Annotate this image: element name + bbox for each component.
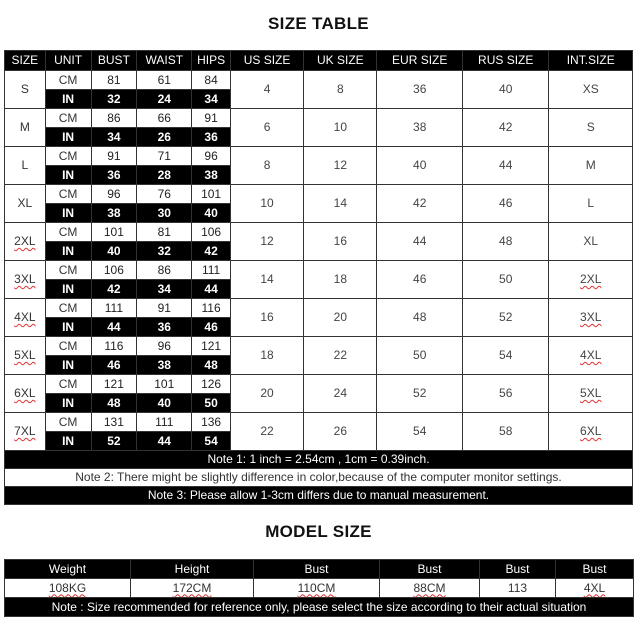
int-size-value: 6XL: [580, 424, 602, 438]
int-size-cell: [549, 299, 633, 337]
rus-size-value: 56: [499, 386, 513, 400]
inch-cell: 46: [91, 356, 137, 375]
size-table: [4, 50, 633, 505]
size-cell: [5, 185, 46, 223]
model-note-row: [5, 598, 634, 617]
int-size-cell: [549, 71, 633, 109]
model-column-header: Height: [131, 560, 254, 579]
cm-cell: 71: [137, 147, 192, 166]
eur-size-cell: [377, 109, 462, 147]
rus-size-value: 40: [499, 82, 513, 96]
cm-cell: 116: [91, 337, 137, 356]
size-label: 6XL: [14, 386, 36, 400]
cm-cell: 81: [137, 223, 192, 242]
model-value-cell: [380, 579, 480, 598]
model-size-title: MODEL SIZE: [265, 522, 372, 541]
uk-size-value: 16: [333, 234, 348, 248]
us-size-cell: [230, 109, 303, 147]
model-note: Note : Size recommended for reference only, please select the size according to their actual situation: [5, 598, 634, 617]
cm-cell: 66: [137, 109, 192, 128]
uk-size-value: 20: [333, 310, 348, 324]
uk-size-value: 14: [333, 196, 348, 210]
eur-size-value: 36: [413, 82, 427, 96]
cm-cell: 101: [192, 185, 231, 204]
uk-size-value: 24: [333, 386, 348, 400]
us-size-cell: [230, 261, 303, 299]
rus-size-value: 48: [499, 234, 513, 248]
size-cell: [5, 299, 46, 337]
inch-cell: 32: [91, 90, 137, 109]
int-size-cell: [549, 375, 633, 413]
size-label: 7XL: [14, 424, 36, 438]
note-row: [5, 487, 633, 505]
cm-cell: 111: [192, 261, 231, 280]
rus-size-cell: [462, 71, 549, 109]
cm-cell: 111: [137, 413, 192, 432]
model-value: 108KG: [48, 580, 87, 595]
us-size-cell: [230, 413, 303, 451]
eur-size-cell: [377, 147, 462, 185]
size-cell: [5, 375, 46, 413]
cm-cell: 106: [91, 261, 137, 280]
cm-cell: 121: [192, 337, 231, 356]
cm-cell: 91: [137, 299, 192, 318]
rus-size-cell: [462, 299, 549, 337]
uk-size-value: 10: [333, 120, 348, 134]
int-size-cell: [549, 147, 633, 185]
eur-size-cell: [377, 185, 462, 223]
rus-size-cell: [462, 223, 549, 261]
inch-cell: 44: [91, 318, 137, 337]
cm-cell: 81: [91, 71, 137, 90]
size-cell: [5, 413, 46, 451]
inch-cell: 36: [91, 166, 137, 185]
cm-cell: CM: [45, 185, 91, 204]
model-size-table: [4, 559, 634, 617]
eur-size-value: 40: [413, 158, 427, 172]
model-value-cell: [254, 579, 380, 598]
table-row: [5, 261, 633, 280]
cm-cell: 76: [137, 185, 192, 204]
uk-size-value: 8: [337, 82, 344, 96]
int-size-cell: [549, 413, 633, 451]
cm-cell: CM: [45, 413, 91, 432]
inch-cell: 24: [137, 90, 192, 109]
cm-cell: CM: [45, 71, 91, 90]
model-column-header: Weight: [5, 560, 131, 579]
cm-cell: 61: [137, 71, 192, 90]
int-size-cell: [549, 261, 633, 299]
inch-cell: 38: [137, 356, 192, 375]
size-cell: [5, 147, 46, 185]
inch-cell: 52: [91, 432, 137, 451]
eur-size-value: 46: [413, 272, 427, 286]
rus-size-value: 42: [499, 120, 513, 134]
column-header: UNIT: [45, 51, 91, 71]
rus-size-cell: [462, 375, 549, 413]
uk-size-cell: [304, 223, 377, 261]
cm-cell: 96: [192, 147, 231, 166]
int-size-value: 5XL: [580, 386, 602, 400]
rus-size-cell: [462, 413, 549, 451]
inch-cell: IN: [45, 128, 91, 147]
inch-cell: 42: [91, 280, 137, 299]
cm-cell: CM: [45, 223, 91, 242]
model-value: 110CM: [297, 580, 336, 595]
inch-cell: 48: [192, 356, 231, 375]
size-cell: [5, 109, 46, 147]
cm-cell: 126: [192, 375, 231, 394]
inch-cell: 50: [192, 394, 231, 413]
us-size-cell: [230, 299, 303, 337]
inch-cell: IN: [45, 242, 91, 261]
us-size-value: 22: [260, 424, 274, 438]
inch-cell: 54: [192, 432, 231, 451]
cm-cell: 91: [91, 147, 137, 166]
column-header: SIZE: [5, 51, 46, 71]
model-value: 113: [507, 580, 528, 595]
table-row: [5, 413, 633, 432]
cm-cell: 96: [137, 337, 192, 356]
uk-size-cell: [304, 185, 377, 223]
size-label: S: [20, 82, 29, 96]
eur-size-value: 48: [413, 310, 427, 324]
size-table-title: SIZE TABLE: [268, 14, 369, 33]
eur-size-cell: [377, 337, 462, 375]
model-value-cell: [556, 579, 634, 598]
size-label: 5XL: [14, 348, 36, 362]
rus-size-cell: [462, 337, 549, 375]
cm-cell: CM: [45, 261, 91, 280]
cm-cell: 91: [192, 109, 231, 128]
rus-size-value: 52: [499, 310, 513, 324]
us-size-cell: [230, 71, 303, 109]
inch-cell: 28: [137, 166, 192, 185]
cm-cell: CM: [45, 299, 91, 318]
table-row: [5, 109, 633, 128]
column-header: WAIST: [137, 51, 192, 71]
inch-cell: 34: [137, 280, 192, 299]
rus-size-value: 44: [499, 158, 513, 172]
cm-cell: 136: [192, 413, 231, 432]
us-size-value: 20: [260, 386, 274, 400]
column-header: RUS SIZE: [462, 51, 549, 71]
int-size-cell: [549, 337, 633, 375]
uk-size-cell: [304, 413, 377, 451]
model-value: 88CM: [413, 580, 446, 595]
eur-size-cell: [377, 413, 462, 451]
us-size-value: 14: [260, 272, 274, 286]
inch-cell: IN: [45, 356, 91, 375]
cm-cell: 86: [91, 109, 137, 128]
rus-size-cell: [462, 147, 549, 185]
cm-cell: 131: [91, 413, 137, 432]
table-row: [5, 299, 633, 318]
inch-cell: 40: [91, 242, 137, 261]
int-size-value: 4XL: [580, 348, 602, 362]
size-label: M: [19, 120, 30, 134]
us-size-value: 4: [263, 82, 271, 96]
int-size-value: S: [586, 120, 595, 134]
inch-cell: IN: [45, 204, 91, 223]
size-cell: [5, 71, 46, 109]
inch-cell: 26: [137, 128, 192, 147]
eur-size-cell: [377, 71, 462, 109]
uk-size-cell: [304, 299, 377, 337]
eur-size-cell: [377, 375, 462, 413]
uk-size-value: 12: [333, 158, 348, 172]
cm-cell: CM: [45, 147, 91, 166]
inch-cell: IN: [45, 318, 91, 337]
int-size-cell: [549, 223, 633, 261]
table-row: [5, 375, 633, 394]
cm-cell: 106: [192, 223, 231, 242]
column-header: INT.SIZE: [549, 51, 633, 71]
column-header: BUST: [91, 51, 137, 71]
cm-cell: 86: [137, 261, 192, 280]
rus-size-cell: [462, 261, 549, 299]
inch-cell: 40: [137, 394, 192, 413]
size-label: XL: [17, 196, 33, 210]
eur-size-value: 54: [413, 424, 427, 438]
cm-cell: 121: [91, 375, 137, 394]
us-size-cell: [230, 337, 303, 375]
us-size-value: 12: [260, 234, 274, 248]
cm-cell: CM: [45, 337, 91, 356]
us-size-value: 16: [260, 310, 274, 324]
uk-size-cell: [304, 375, 377, 413]
inch-cell: 44: [192, 280, 231, 299]
inch-cell: 34: [91, 128, 137, 147]
model-column-header: Bust: [480, 560, 556, 579]
cm-cell: 101: [137, 375, 192, 394]
inch-cell: IN: [45, 432, 91, 451]
size-cell: [5, 261, 46, 299]
uk-size-value: 18: [333, 272, 348, 286]
model-value-cell: [131, 579, 254, 598]
us-size-value: 8: [263, 158, 271, 172]
rus-size-value: 46: [499, 196, 513, 210]
us-size-cell: [230, 375, 303, 413]
int-size-cell: [549, 109, 633, 147]
size-cell: [5, 337, 46, 375]
rus-size-value: 50: [499, 272, 513, 286]
size-label: 4XL: [14, 310, 36, 324]
uk-size-cell: [304, 147, 377, 185]
eur-size-value: 52: [413, 386, 427, 400]
eur-size-cell: [377, 261, 462, 299]
rus-size-value: 58: [499, 424, 513, 438]
inch-cell: IN: [45, 280, 91, 299]
note-row: [5, 451, 633, 469]
eur-size-value: 42: [413, 196, 427, 210]
size-label: L: [21, 158, 29, 172]
column-header: UK SIZE: [304, 51, 377, 71]
column-header: HIPS: [192, 51, 231, 71]
inch-cell: 48: [91, 394, 137, 413]
uk-size-cell: [304, 261, 377, 299]
header-row: [5, 51, 633, 71]
cm-cell: 101: [91, 223, 137, 242]
size-cell: [5, 223, 46, 261]
inch-cell: 44: [137, 432, 192, 451]
us-size-value: 6: [263, 120, 271, 134]
inch-cell: IN: [45, 166, 91, 185]
model-value: 172CM: [172, 580, 212, 595]
eur-size-value: 50: [413, 348, 427, 362]
model-value-cell: [480, 579, 556, 598]
us-size-cell: [230, 147, 303, 185]
eur-size-value: 38: [413, 120, 427, 134]
model-value: 4XL: [583, 580, 606, 595]
model-values-row: [5, 579, 634, 598]
note-1: Note 1: 1 inch = 2.54cm , 1cm = 0.39inch.: [5, 451, 633, 469]
uk-size-value: 26: [333, 424, 348, 438]
int-size-value: XL: [583, 234, 599, 248]
int-size-value: XS: [582, 82, 599, 96]
uk-size-cell: [304, 337, 377, 375]
rus-size-value: 54: [499, 348, 513, 362]
uk-size-cell: [304, 71, 377, 109]
inch-cell: 46: [192, 318, 231, 337]
cm-cell: 84: [192, 71, 231, 90]
eur-size-value: 44: [413, 234, 427, 248]
eur-size-cell: [377, 299, 462, 337]
cm-cell: 116: [192, 299, 231, 318]
rus-size-cell: [462, 185, 549, 223]
int-size-value: 2XL: [580, 272, 602, 286]
inch-cell: 40: [192, 204, 231, 223]
inch-cell: 38: [192, 166, 231, 185]
inch-cell: 30: [137, 204, 192, 223]
table-row: [5, 223, 633, 242]
inch-cell: 42: [192, 242, 231, 261]
int-size-value: M: [585, 158, 596, 172]
us-size-value: 18: [260, 348, 274, 362]
inch-cell: IN: [45, 394, 91, 413]
table-row: [5, 337, 633, 356]
column-header: EUR SIZE: [377, 51, 462, 71]
inch-cell: IN: [45, 90, 91, 109]
rus-size-cell: [462, 109, 549, 147]
inch-cell: 32: [137, 242, 192, 261]
size-label: 3XL: [14, 272, 36, 286]
model-header-row: [5, 560, 634, 579]
cm-cell: 96: [91, 185, 137, 204]
int-size-value: 3XL: [580, 310, 602, 324]
uk-size-value: 22: [333, 348, 348, 362]
table-row: [5, 71, 633, 90]
note-row: [5, 469, 633, 487]
cm-cell: CM: [45, 109, 91, 128]
table-row: [5, 147, 633, 166]
column-header: US SIZE: [230, 51, 303, 71]
us-size-cell: [230, 185, 303, 223]
int-size-cell: [549, 185, 633, 223]
int-size-value: L: [587, 196, 595, 210]
inch-cell: 36: [137, 318, 192, 337]
cm-cell: 111: [91, 299, 137, 318]
cm-cell: CM: [45, 375, 91, 394]
us-size-cell: [230, 223, 303, 261]
table-row: [5, 185, 633, 204]
model-column-header: Bust: [556, 560, 634, 579]
inch-cell: 34: [192, 90, 231, 109]
note-3: Note 3: Please allow 1-3cm differs due to manual measurement.: [5, 487, 633, 505]
uk-size-cell: [304, 109, 377, 147]
us-size-value: 10: [260, 196, 274, 210]
model-column-header: Bust: [254, 560, 380, 579]
note-2: Note 2: There might be slightly difference in color,because of the computer monitor settings.: [5, 469, 633, 487]
model-value-cell: [5, 579, 131, 598]
inch-cell: 36: [192, 128, 231, 147]
eur-size-cell: [377, 223, 462, 261]
inch-cell: 38: [91, 204, 137, 223]
model-column-header: Bust: [380, 560, 480, 579]
size-label: 2XL: [14, 234, 36, 248]
